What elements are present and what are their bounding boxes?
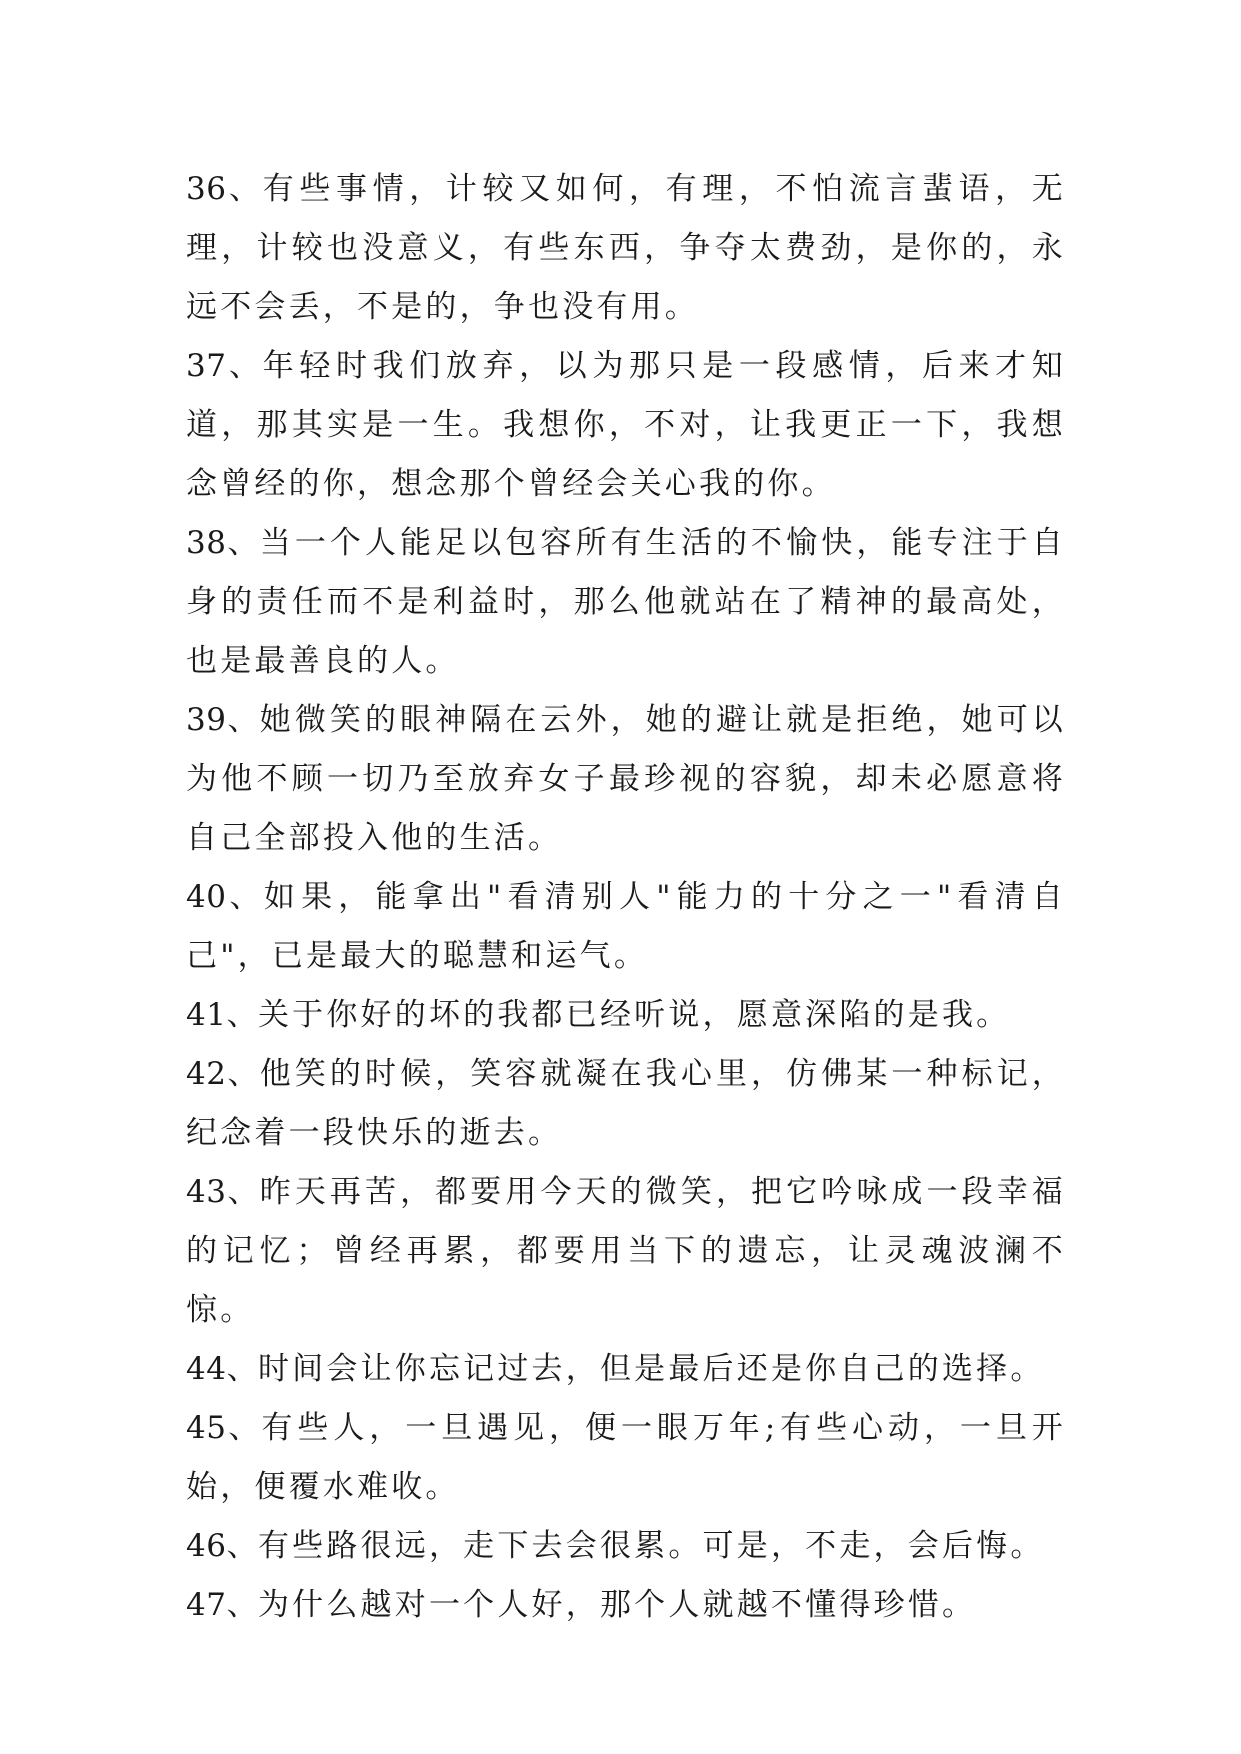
quote-number: 37、 (186, 348, 263, 384)
quote-number: 45、 (186, 1410, 262, 1446)
quote-text: 有些事情，计较又如何，有理，不怕流言蜚语，无理，计较也没意义，有些东西，争夺太费劲，是你的，永远不会丢，不是的，争也没有用。 (186, 171, 1066, 325)
quote-text: 她微笑的眼神隔在云外，她的避让就是拒绝，她可以为他不顾一切乃至放弃女子最珍视的容貌，却未必愿意将自己全部投入他的生活。 (186, 702, 1066, 856)
quote-paragraph-37 (186, 337, 1066, 514)
quote-number: 38、 (186, 525, 260, 561)
quote-text: 如果，能拿出"看清别人"能力的十分之一"看清自己"，已是最大的聪慧和运气。 (186, 879, 1066, 974)
quote-paragraph-41 (186, 986, 1066, 1045)
quote-paragraph-43 (186, 1163, 1066, 1340)
quote-paragraph-38 (186, 514, 1066, 691)
quote-text: 有些路很远，走下去会很累。可是，不走，会后悔。 (257, 1528, 1045, 1564)
quote-number: 39、 (186, 702, 260, 738)
quote-number: 44、 (186, 1351, 258, 1387)
quote-text: 年轻时我们放弃，以为那只是一段感情，后来才知道，那其实是一生。我想你，不对，让我更正一下，我想念曾经的你，想念那个曾经会关心我的你。 (186, 348, 1066, 502)
quote-paragraph-36 (186, 160, 1066, 337)
quote-text: 时间会让你忘记过去，但是最后还是你自己的选择。 (257, 1351, 1045, 1387)
quote-text: 为什么越对一个人好，那个人就越不懂得珍惜。 (257, 1587, 977, 1623)
quote-number: 43、 (186, 1174, 260, 1210)
quote-paragraph-44 (186, 1340, 1066, 1399)
quote-number: 47、 (186, 1587, 258, 1623)
quote-paragraph-46 (186, 1517, 1066, 1576)
quote-text: 昨天再苦，都要用今天的微笑，把它吟咏成一段幸福的记忆；曾经再累，都要用当下的遗忘，让灵魂波澜不惊。 (186, 1174, 1066, 1328)
quote-number: 41、 (186, 997, 258, 1033)
quote-number: 40、 (186, 879, 264, 915)
quote-paragraph-39 (186, 691, 1066, 868)
quote-paragraph-40 (186, 868, 1066, 986)
document-page (186, 160, 1066, 1635)
quote-text: 当一个人能足以包容所有生活的不愉快，能专注于自身的责任而不是利益时，那么他就站在了精神的最高处，也是最善良的人。 (186, 525, 1066, 679)
quote-text: 他笑的时候，笑容就凝在我心里，仿佛某一种标记，纪念着一段快乐的逝去。 (186, 1056, 1066, 1151)
quote-paragraph-47 (186, 1576, 1066, 1635)
quote-number: 42、 (186, 1056, 260, 1092)
quote-text: 有些人，一旦遇见，便一眼万年;有些心动，一旦开始，便覆水难收。 (186, 1410, 1066, 1505)
quote-paragraph-45 (186, 1399, 1066, 1517)
quote-paragraph-42 (186, 1045, 1066, 1163)
quote-number: 46、 (186, 1528, 258, 1564)
quote-number: 36、 (186, 171, 263, 207)
quote-text: 关于你好的坏的我都已经听说，愿意深陷的是我。 (257, 997, 1011, 1033)
